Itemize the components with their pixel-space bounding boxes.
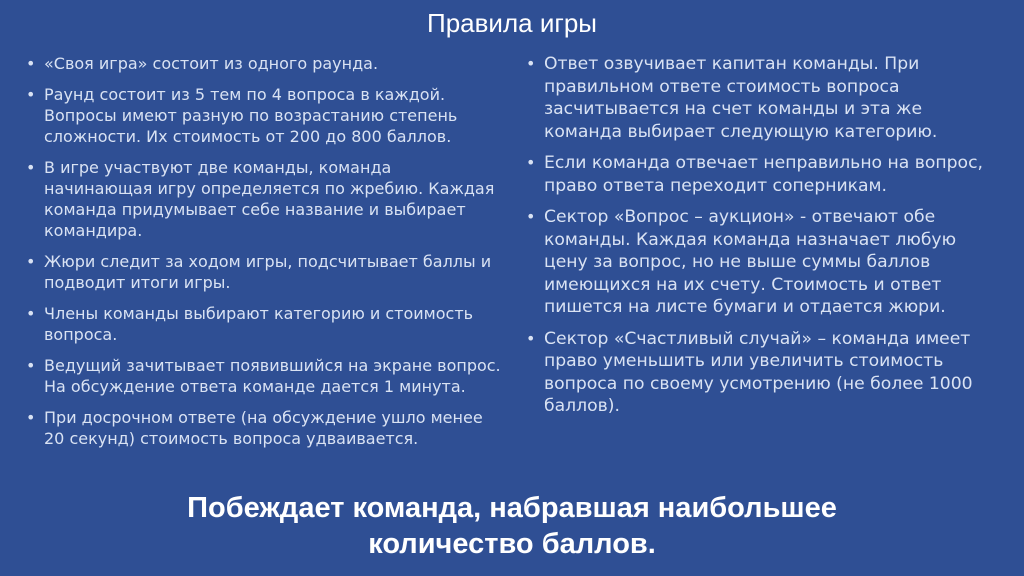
rule-text: Сектор «Вопрос – аукцион» - отвечают обе команды. Каждая команда назначает любую цену за вопрос, но не выше суммы баллов имеющихся на их счету. Стоимость и ответ пишется на листе бумаги и отдается жюри. xyxy=(544,207,957,317)
list-item xyxy=(22,251,502,293)
winner-statement-line-2: количество баллов. xyxy=(368,528,656,560)
list-item xyxy=(22,157,502,241)
right-rules-list xyxy=(522,53,1002,427)
bullet-icon: • xyxy=(26,304,36,323)
list-item xyxy=(22,355,502,397)
winner-statement-line-1: Побеждает команда, набравшая наибольшее xyxy=(187,492,837,524)
bullet-icon: • xyxy=(26,158,36,177)
bullet-icon: • xyxy=(526,328,536,348)
slide-title: Правила игры xyxy=(427,8,597,38)
list-item xyxy=(522,53,1002,143)
bullet-icon: • xyxy=(26,408,36,427)
list-item xyxy=(22,53,502,74)
list-item xyxy=(522,152,1002,197)
left-rules-list xyxy=(22,53,502,459)
rule-text: Жюри следит за ходом игры, подсчитывает баллы и подводит итоги игры. xyxy=(44,252,492,292)
rule-text: Ответ озвучивает капитан команды. При правильном ответе стоимость вопроса засчитывается на счет команды и эта же команда выбирает следующую категорию. xyxy=(544,54,938,142)
rule-text: «Своя игра» состоит из одного раунда. xyxy=(44,54,379,73)
rule-text: Если команда отвечает неправильно на вопрос, право ответа переходит соперникам. xyxy=(544,153,983,196)
bullet-icon: • xyxy=(526,207,536,226)
rule-text: Сектор «Счастливый случай» – команда имеет право уменьшить или увеличить стоимость вопроса по своему усмотрению (не более 1000 баллов). xyxy=(544,328,973,416)
bullet-icon: • xyxy=(26,252,36,271)
bullet-icon: • xyxy=(26,85,36,104)
bullet-icon: • xyxy=(526,54,536,73)
rule-text: Ведущий зачитывает появившийся на экране вопрос. На обсуждение ответа команде дается 1 минута. xyxy=(44,356,501,396)
rule-text: Раунд состоит из 5 тем по 4 вопроса в каждой. Вопросы имеют разную по возрастанию степень сложности. Их стоимость от 200 до 800 баллов. xyxy=(44,85,458,146)
bullet-icon: • xyxy=(26,54,36,73)
rule-text: В игре участвуют две команды, команда начинающая игру определяется по жребию. Каждая команда придумывает себе название и выбирает командира. xyxy=(44,158,495,240)
list-item xyxy=(22,407,502,449)
rule-text: При досрочном ответе (на обсуждение ушло менее 20 секунд) стоимость вопроса удваивается. xyxy=(44,408,483,448)
bullet-icon: • xyxy=(26,356,36,375)
winner-statement xyxy=(0,490,1024,562)
bullet-icon: • xyxy=(526,153,536,172)
list-item xyxy=(22,303,502,345)
rule-text: Члены команды выбирают категорию и стоимость вопроса. xyxy=(44,304,474,344)
list-item xyxy=(522,328,1002,418)
list-item xyxy=(522,206,1002,319)
list-item xyxy=(22,84,502,147)
